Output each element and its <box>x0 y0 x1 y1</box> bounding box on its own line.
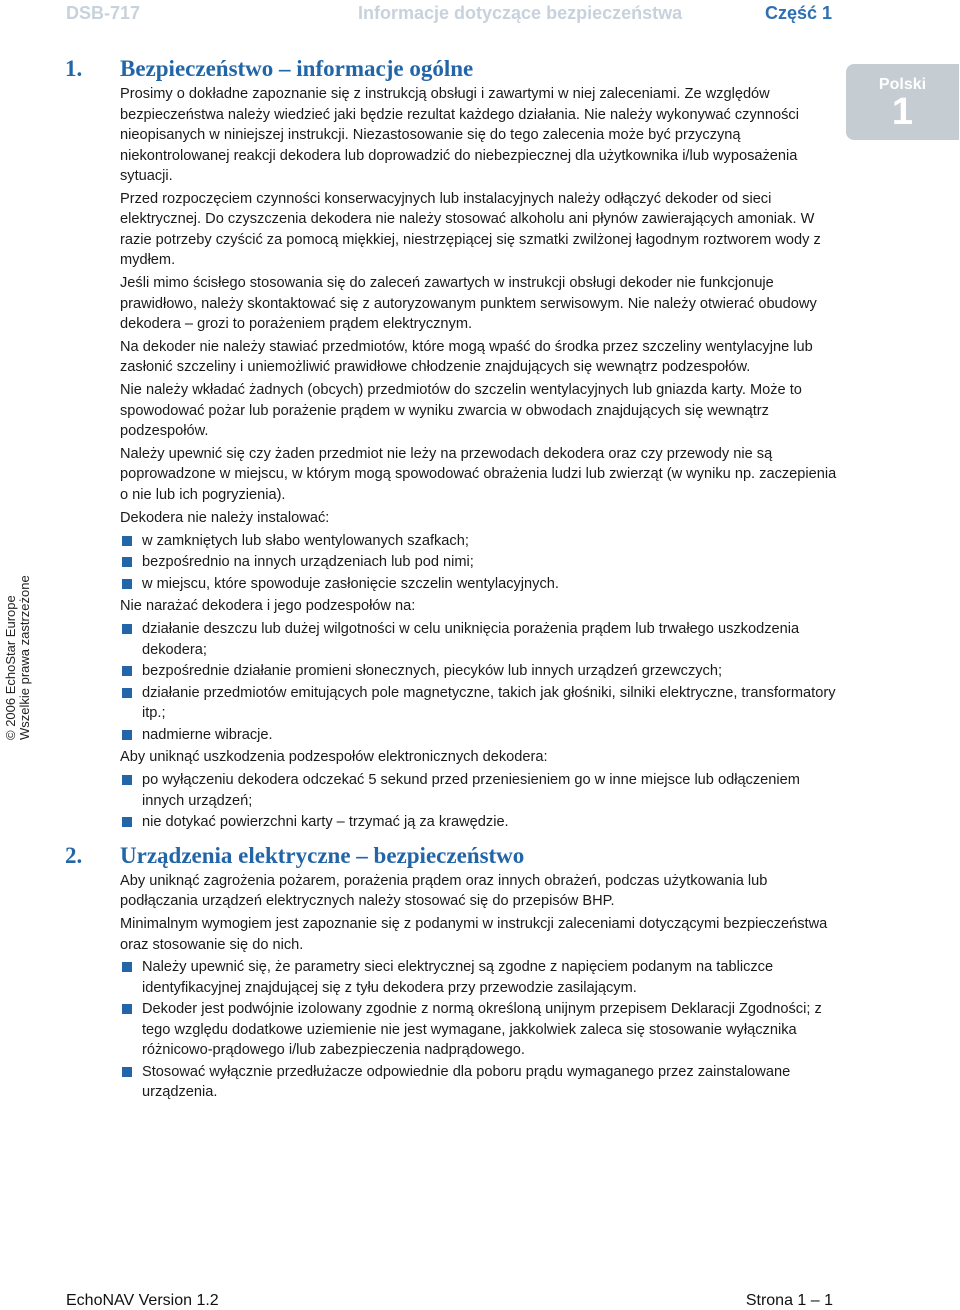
list-item <box>120 661 840 682</box>
list-item-text: Należy upewnić się, że parametry sieci elektrycznej są zgodne z napięciem podanym na tabliczce identyfikacyjnej znajdującej się z tyłu dekodera przy przewodzie zasilającym. <box>142 959 774 996</box>
list-item-text: po wyłączeniu dekodera odczekać 5 sekund przed przeniesieniem go w inne miejsce lub odłączeniem innych urządzeń; <box>142 772 800 809</box>
chapter-number: 1 <box>891 91 914 133</box>
list-item <box>120 812 840 833</box>
copyright-line: © 2006 EchoStar Europe <box>3 595 18 740</box>
section-1-title: Bezpieczeństwo – informacje ogólne <box>120 56 474 81</box>
list-item-text: Dekoder jest podwójnie izolowany zgodnie z normą określoną unijnym przepisem Deklaracji Zgodności; z tego względu dodatkowe uziemienie nie jest wymagane, jakkolwiek zaleca się stosowanie wyłącznika różnicowo-prądowego i/lub zabezpieczenia nadprądowego. <box>142 1001 822 1059</box>
bullet-square-icon <box>122 688 132 698</box>
list-item-text: w miejscu, które spowoduje zasłonięcie szczelin wentylacyjnych. <box>142 575 559 592</box>
paragraph: Prosimy o dokładne zapoznanie się z instrukcją obsługi i zawartymi w niej zaleceniami. Ze względów bezpieczeństwa należy wiedzieć jaki będzie rezultat każdego działania. Nie należy wykonywać czynności nieopisanych w niniejszej instrukcji. Niezastosowanie się do tego zalecenia może być przyczyną niekontrolowanej reakcji dekodera lub doprowadzić do niebezpiecznej dla użytkownika i/lub wyposażenia sytuacji. <box>120 86 799 184</box>
page-content <box>65 54 840 1105</box>
bullet-square-icon <box>122 579 132 589</box>
paragraph: Należy upewnić się czy żaden przedmiot nie leży na przewodach dekodera oraz czy przewody nie są poprowadzone w miejscu, w którym mogą spowodować obrażenia ludzi lub zwierząt (w wyniku np. zaczepienia o nie lub ich pogryzienia). <box>120 445 837 503</box>
paragraph: Nie należy wkładać żadnych (obcych) przedmiotów do szczelin wentylacyjnych lub gniazda karty. Może to spowodować pożar lub porażenie prądem w wyniku zwarcia w obwodach znajdujących się wewnątrz podzespołów. <box>120 382 802 440</box>
header-part: Część 1 <box>765 3 833 23</box>
section-2-heading <box>65 841 840 871</box>
bullet-list <box>120 770 840 833</box>
list-item-text: działanie przedmiotów emitujących pole magnetyczne, takich jak głośniki, silniki elektryczne, transformatory itp.; <box>142 684 836 722</box>
bullet-square-icon <box>122 730 132 740</box>
bullet-square-icon <box>122 624 132 634</box>
bullet-list <box>120 531 840 595</box>
list-item <box>120 1062 840 1103</box>
list-item <box>120 770 840 811</box>
section-1-heading <box>65 54 840 84</box>
paragraph: Aby uniknąć zagrożenia pożarem, porażenia prądem oraz innych obrażeń, podczas użytkowania lub podłączania urządzeń elektrycznych należy stosować się do przepisów BHP. <box>120 872 768 910</box>
list-item-text: bezpośrednie działanie promieni słonecznych, piecyków lub innych urządzeń grzewczych; <box>142 663 723 680</box>
list-item-text: Stosować wyłącznie przedłużacze odpowiednie dla poboru prądu wymaganego przez zainstalowane urządzenia. <box>142 1063 791 1101</box>
paragraph: Aby uniknąć uszkodzenia podzespołów elektronicznych dekodera: <box>120 749 548 766</box>
list-item-text: nie dotykać powierzchni karty – trzymać ją za krawędzie. <box>142 814 509 831</box>
bullet-square-icon <box>122 1004 132 1014</box>
bullet-square-icon <box>122 775 132 785</box>
bullet-square-icon <box>122 666 132 676</box>
page-header <box>0 0 960 28</box>
list-item <box>120 725 840 746</box>
rights-line: Wszelkie prawa zastrzeżone <box>17 575 32 740</box>
bullet-square-icon <box>122 817 132 827</box>
paragraph: Jeśli mimo ścisłego stosowania się do zaleceń zawartych w instrukcji obsługi dekoder nie funkcjonuje prawidłowo, należy skontaktować się z autoryzowanym punktem serwisowym. Nie należy otwierać obudowy dekodera – grozi to porażeniem prądem elektrycznym. <box>120 275 817 333</box>
paragraph: Przed rozpoczęciem czynności konserwacyjnych lub instalacyjnych należy odłączyć dekoder od sieci elektrycznej. Do czyszczenia dekodera nie należy stosować alkoholu ani płynów zawierających amoniak. W razie potrzeby czyścić za pomocą miękkiej, niestrzępiącej się szmatki zwilżonej łagodnym roztworem wody z mydłem. <box>120 190 821 269</box>
section-2-body <box>120 871 840 1103</box>
section-2-number: 2. <box>65 842 83 868</box>
bullet-square-icon <box>122 557 132 567</box>
bullet-square-icon <box>122 962 132 972</box>
list-item <box>120 957 840 998</box>
footer-version: EchoNAV Version 1.2 <box>66 1292 219 1309</box>
list-item-text: działanie deszczu lub dużej wilgotności w celu uniknięcia porażenia prądem lub trwałego uszkodzenia dekodera; <box>142 621 800 658</box>
header-title: Informacje dotyczące bezpieczeństwa <box>358 3 683 23</box>
paragraph: Nie narażać dekodera i jego podzespołów na: <box>120 598 416 615</box>
copyright-sidebar <box>4 540 32 740</box>
language-tab <box>846 64 959 140</box>
list-item <box>120 619 840 660</box>
list-item-text: nadmierne wibracje. <box>142 726 273 743</box>
language-label: Polski <box>878 76 927 93</box>
section-1-number: 1. <box>65 56 83 81</box>
bullet-list <box>120 957 840 1103</box>
section-2-title: Urządzenia elektryczne – bezpieczeństwo <box>120 842 525 868</box>
footer-page-number: Strona 1 – 1 <box>745 1292 833 1309</box>
bullet-square-icon <box>122 1067 132 1077</box>
list-item <box>120 683 840 724</box>
list-item <box>120 999 840 1061</box>
list-item-text: bezpośrednio na innych urządzeniach lub pod nimi; <box>142 554 474 571</box>
list-item <box>120 574 840 595</box>
model-name: DSB-717 <box>66 3 141 23</box>
list-item <box>120 552 840 573</box>
paragraph: Dekodera nie należy instalować: <box>120 509 330 526</box>
section-1-body <box>120 84 840 833</box>
list-item-text: w zamkniętych lub słabo wentylowanych szafkach; <box>142 532 469 549</box>
bullet-square-icon <box>122 536 132 546</box>
paragraph: Minimalnym wymogiem jest zapoznanie się z podanymi w instrukcji zaleceniami dotyczącymi bezpieczeństwa oraz stosowanie się do nich. <box>120 916 828 953</box>
bullet-list <box>120 619 840 745</box>
paragraph: Na dekoder nie należy stawiać przedmiotów, które mogą wpaść do środka przez szczeliny wentylacyjne lub zasłonić szczeliny i uniemożliwić prawidłowe chłodzenie znajdujących się wewnątrz podzespołów. <box>120 338 813 376</box>
list-item <box>120 531 840 552</box>
